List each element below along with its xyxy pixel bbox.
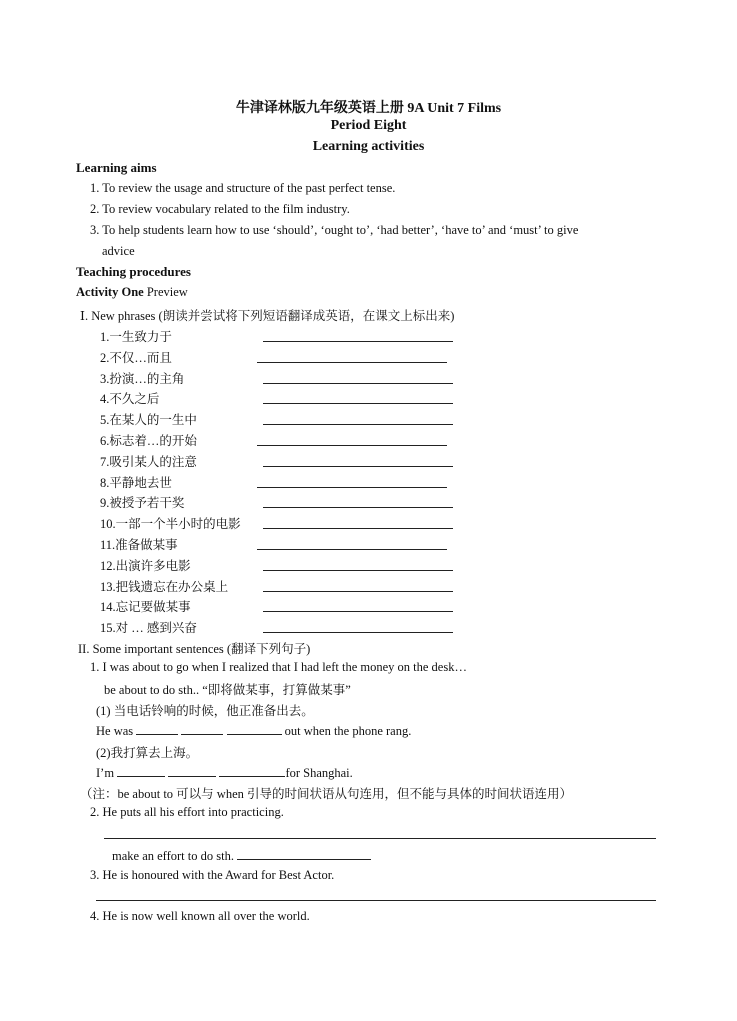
note-text: make an effort to do sth. <box>112 849 234 863</box>
sentence-1-note: be about to do sth.. “即将做某事，打算做某事” <box>104 683 351 697</box>
phrase-item: 2.不仅…而且 <box>100 350 172 365</box>
sentence-1a-prompt: (1) 当电话铃响的时候，他正准备出去。 <box>96 704 314 718</box>
procedures-heading: Teaching procedures <box>76 264 191 279</box>
phrase-item: 14.忘记要做某事 <box>100 600 191 615</box>
sentence-1b-answer <box>96 764 353 781</box>
page-title: 牛津译林版九年级英语上册 9A Unit 7 Films <box>235 101 502 116</box>
phrase-answer-line[interactable] <box>263 424 453 425</box>
aims-heading: Learning aims <box>76 160 157 175</box>
aim-item: 2. To review vocabulary related to the film industry. <box>90 202 350 216</box>
answer-line[interactable] <box>104 838 656 839</box>
phrase-item: 6.标志着…的开始 <box>100 434 197 448</box>
phrase-item: 9.被授予若干奖 <box>100 496 185 511</box>
phrase-answer-line[interactable] <box>263 591 453 592</box>
answer-blank[interactable] <box>227 722 282 735</box>
phrase-item: 7.吸引某人的注意 <box>100 454 197 469</box>
aim-item: 3. To help students learn how to use ‘should’, ‘ought to’, ‘had better’, ‘have to’ and ‘must’ to give <box>90 223 579 237</box>
answer-blank[interactable] <box>168 764 216 777</box>
phrase-item: 4.不久之后 <box>100 392 160 407</box>
phrase-answer-line[interactable] <box>263 570 453 571</box>
period-heading: Period Eight <box>330 118 407 133</box>
sentence-1b-prompt: (2)我打算去上海。 <box>96 746 199 760</box>
phrase-item: 15.对 … 感到兴奋 <box>100 621 197 636</box>
aim-item: advice <box>102 244 135 258</box>
answer-end: out when the phone rang. <box>284 724 412 738</box>
phrase-answer-line[interactable] <box>257 487 447 488</box>
phrase-item: 8.平静地去世 <box>100 475 172 490</box>
phrase-answer-line[interactable] <box>263 528 453 529</box>
phrase-item: 5.在某人的一生中 <box>100 413 197 428</box>
answer-end: for Shanghai. <box>285 766 353 780</box>
activity-heading <box>76 285 188 300</box>
activity-label: Activity One <box>76 285 144 299</box>
sentence-2: 2. He puts all his effort into practicing. <box>90 805 284 819</box>
answer-start: I’m <box>96 766 115 780</box>
phrase-item: 10.一部一个半小时的电影 <box>100 517 241 532</box>
sentence-2-note <box>112 847 371 864</box>
sentence-1a-answer <box>96 722 411 739</box>
phrase-item: 12.出演许多电影 <box>100 558 191 573</box>
phrase-item: 1.一生致力于 <box>100 330 172 344</box>
answer-line[interactable] <box>96 900 656 901</box>
section-sentences-heading: II. Some important sentences (翻译下列句子) <box>78 642 311 656</box>
phrase-item: 3.扮演…的主角 <box>100 371 185 386</box>
phrase-answer-line[interactable] <box>263 507 453 508</box>
phrase-item: 11.准备做某事 <box>100 538 178 552</box>
phrase-answer-line[interactable] <box>257 445 447 446</box>
sentence-4: 4. He is now well known all over the world. <box>90 909 310 923</box>
aim-item: 1. To review the usage and structure of the past perfect tense. <box>90 181 396 195</box>
subtitle: Learning activities <box>312 139 425 154</box>
phrase-answer-line[interactable] <box>263 341 453 342</box>
phrase-answer-line[interactable] <box>263 632 453 633</box>
answer-blank[interactable] <box>237 847 371 860</box>
grammar-note: （注：be about to 可以与 when 引导的时间状语从句连用，但不能与具体的时间状语连用） <box>80 787 572 801</box>
answer-blank[interactable] <box>136 722 178 735</box>
answer-blank[interactable] <box>181 722 223 735</box>
phrase-answer-line[interactable] <box>257 362 447 363</box>
phrase-item: 13.把钱遗忘在办公桌上 <box>100 579 229 594</box>
answer-blank[interactable] <box>117 764 165 777</box>
activity-label-rest: Preview <box>143 285 188 299</box>
answer-start: He was <box>96 724 134 738</box>
sentence-3: 3. He is honoured with the Award for Best Actor. <box>90 868 335 882</box>
phrase-answer-line[interactable] <box>257 549 447 550</box>
phrase-answer-line[interactable] <box>263 466 453 467</box>
answer-blank[interactable] <box>219 764 285 777</box>
phrase-answer-line[interactable] <box>263 383 453 384</box>
phrase-answer-line[interactable] <box>263 403 453 404</box>
sentence-1: 1. I was about to go when I realized that I had left the money on the desk… <box>90 660 467 674</box>
section-phrases-heading: Ⅰ. New phrases (朗读并尝试将下列短语翻译成英语，在课文上标出来) <box>80 309 455 323</box>
phrase-answer-line[interactable] <box>263 611 453 612</box>
